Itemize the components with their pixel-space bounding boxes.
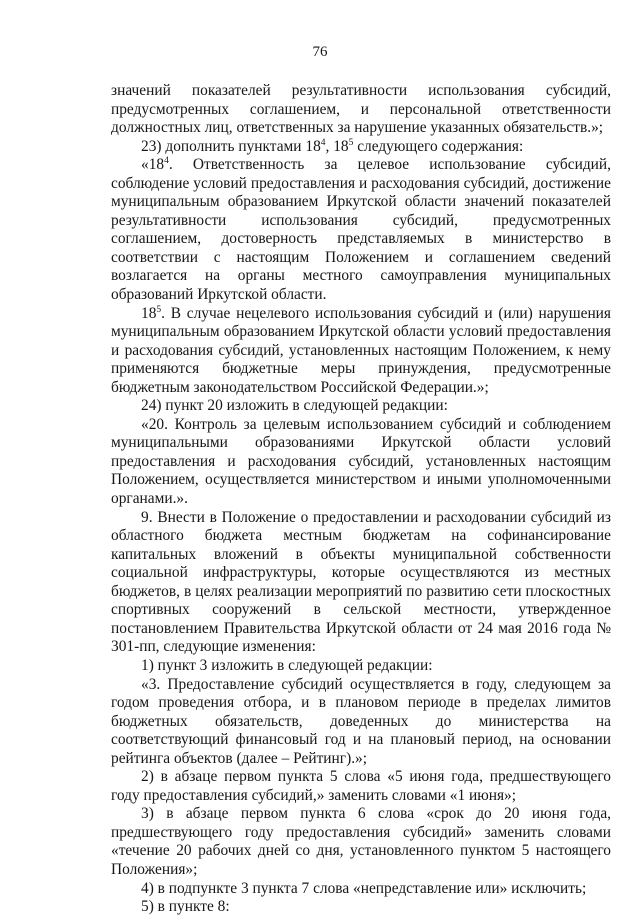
paragraph-continuation: значений показателей результативности использования субсидий, предусмотренных соглашением, и персональной ответственности должностных лиц, ответственных за нарушение указанных обязательств.»; [111,82,611,137]
paragraph-subitem-3: 3) в абзаце первом пункта 6 слова «срок до 20 июня года, предшествующего году предоставления субсидий» заменить словами «течение 20 рабочих дней со дня, установленного пунктом 5 настоящего Положения»; [111,805,611,878]
page-number: 76 [312,44,328,60]
paragraph-clause-20: «20. Контроль за целевым использованием субсидий и соблюдением муниципальными образованиями Иркутской области условий предоставления и расходования субсидий, установленных настоящим Положением, осуществляется министерством и иными уполномоченными органами.». [111,415,611,508]
paragraph-section-9: 9. Внести в Положение о предоставлении и расходовании субсидий из областного бюджета местным бюджетам на софинансирование капитальных вложений в объекты муниципальной собственности социальной инфраструктуры, которые осуществляются из местных бюджетов, в целях реализации мероприятий по развитию сети плоскостных спортивных сооружений в сельской местности, утвержденное постановлением Правительства Иркутской области от 24 мая 2016 года № 301-пп, следующие изменения: [111,508,611,656]
paragraph-item-24: 24) пункт 20 изложить в следующей редакции: [141,397,448,415]
paragraph-item-23: 23) дополнить пунктами $18^4$, $18^5$ следующего содержания: [141,137,524,155]
document-body [111,82,611,917]
superscript: 5 [156,304,162,315]
superscript: 5 [348,137,354,148]
paragraph-subitem-5: 5) в пункте 8: [141,898,230,916]
paragraph-subitem-1: 1) пункт 3 изложить в следующей редакции: [141,656,433,674]
paragraph-clause-18-5: $18^5$. В случае нецелевого использования субсидий и (или) нарушения муниципальным образованием Иркутской области условий предоставления и расходования субсидий, установленных настоящим Положением, к нему применяются бюджетные меры принуждения, предусмотренные бюджетным законодательством Российской Федерации.»; [111,304,611,396]
paragraph-clause-18-4: «$18^4$. Ответственность за целевое использование субсидий, соблюдение условий предоставления и расходования субсидий, достижение муниципальным образованием Иркутской области значений показателей результативности использования субсидий, предусмотренных соглашением, достоверность представляемых в министерство в соответствии с настоящим Положением и соглашением сведений возлагается на органы местного самоуправления муниципальных образований Иркутской области. [111,156,611,304]
superscript: 4 [164,156,169,167]
paragraph-subitem-4: 4) в подпункте 3 пункта 7 слова «непредставление или» исключить; [141,879,587,897]
paragraph-clause-3: «3. Предоставление субсидий осуществляется в году, следующем за годом проведения отбора, и в плановом периоде в пределах лимитов бюджетных обязательств, доведенных до министерства на соответствующий финансовый год и на плановый период, на основании рейтинга объектов (далее – Рейтинг).»; [111,675,611,767]
paragraph-subitem-2: 2) в абзаце первом пункта 5 слова «5 июня года, предшествующего году предоставления субсидий,» заменить словами «1 июня»; [111,768,611,804]
superscript: 4 [320,137,326,148]
